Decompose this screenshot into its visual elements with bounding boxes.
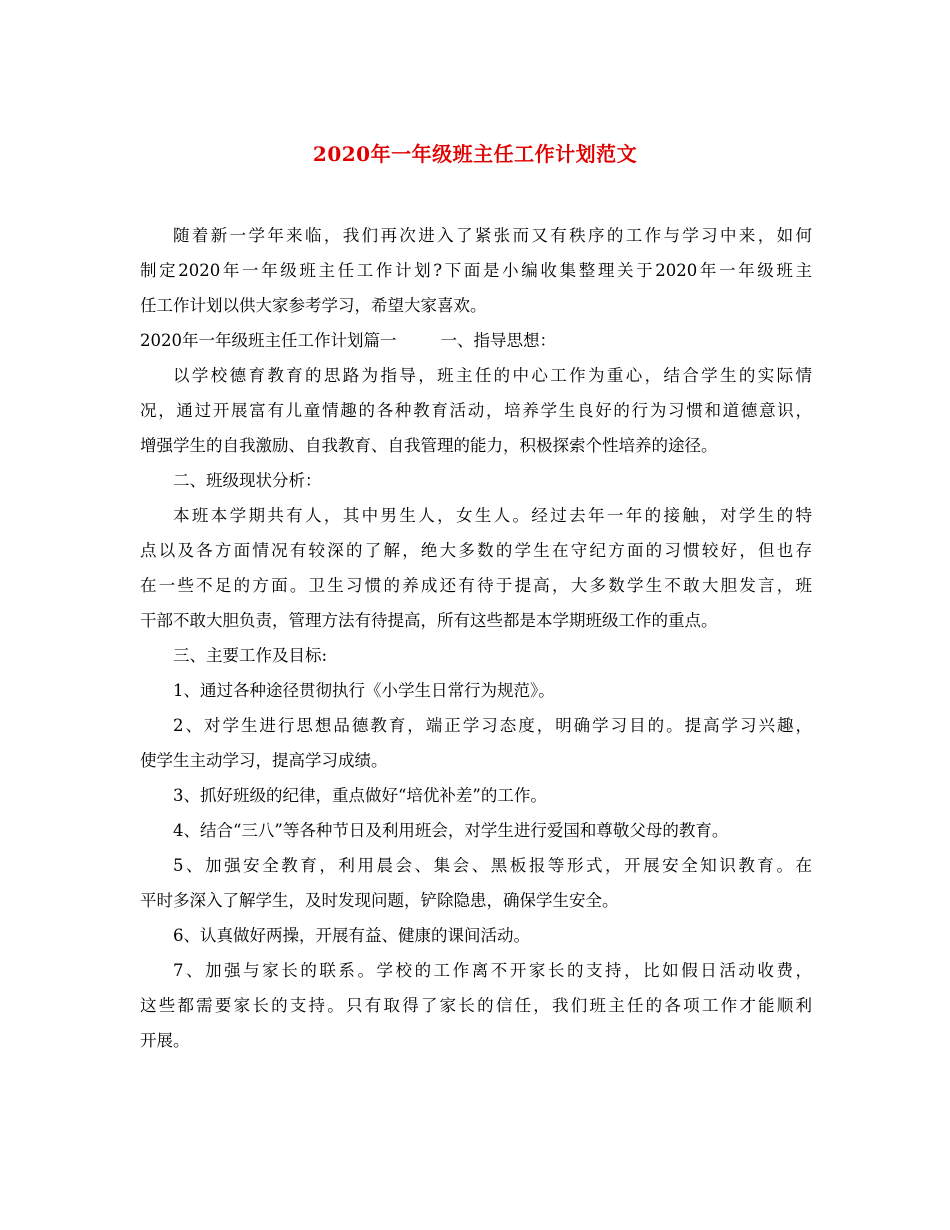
text-line: 5、加强安全教育，利用晨会、集会、黑板报等形式，开展安全知识教育。在 <box>173 856 812 875</box>
heading-row <box>140 323 812 358</box>
text-line: 任工作计划以供大家参考学习，希望大家喜欢。 <box>140 296 487 315</box>
document-body <box>140 218 812 1058</box>
text-line: 本班本学期共有人，其中男生人，女生人。经过去年一年的接触，对学生的特 <box>173 506 812 525</box>
section2-heading: 二、班级现状分析： <box>173 471 322 490</box>
text-line: 在一些不足的方面。卫生习惯的养成还有待于提高，大多数学生不敢大胆发言，班 <box>140 576 812 595</box>
text-line: 使学生主动学习，提高学习成绩。 <box>140 751 388 770</box>
section1-heading: 一、指导思想： <box>440 331 556 350</box>
section3-heading: 三、主要工作及目标: <box>173 646 328 665</box>
text-line: 3、抓好班级的纪律，重点做好“培优补差”的工作。 <box>173 786 547 805</box>
plan-heading: 2020年一年级班主任工作计划篇一 <box>140 331 397 350</box>
list-item <box>140 708 812 778</box>
text-line: 制定2020年一年级班主任工作计划?下面是小编收集整理关于2020年一年级班主 <box>140 261 812 280</box>
list-item <box>140 848 812 918</box>
text-line: 随着新一学年来临，我们再次进入了紧张而又有秩序的工作与学习中来，如何 <box>173 226 812 245</box>
section2-paragraph <box>140 498 812 638</box>
list-item <box>140 813 812 848</box>
text-line: 2、对学生进行思想品德教育，端正学习态度，明确学习目的。提高学习兴趣， <box>173 716 812 735</box>
text-line: 7、加强与家长的联系。学校的工作离不开家长的支持，比如假日活动收费， <box>173 961 812 980</box>
section1-paragraph <box>140 358 812 463</box>
plan-heading-line <box>140 323 812 358</box>
intro-paragraph <box>140 218 812 323</box>
list-item <box>140 778 812 813</box>
text-line: 点以及各方面情况有较深的了解，绝大多数的学生在守纪方面的习惯较好，但也存 <box>140 541 812 560</box>
text-line: 4、结合“三八”等各种节日及利用班会，对学生进行爱国和尊敬父母的教育。 <box>173 821 729 840</box>
list-item <box>140 673 812 708</box>
text-line: 干部不敢大胆负责，管理方法有待提高，所有这些都是本学期班级工作的重点。 <box>140 611 718 630</box>
text-line: 开展。 <box>140 1031 190 1050</box>
text-line: 增强学生的自我激励、自我教育、自我管理的能力，积极探索个性培养的途径。 <box>140 436 718 455</box>
text-line: 平时多深入了解学生，及时发现问题，铲除隐患，确保学生安全。 <box>140 891 619 910</box>
list-item <box>140 918 812 953</box>
text-line: 1、通过各种途径贯彻执行《小学生日常行为规范》。 <box>173 681 555 700</box>
section2-heading-paragraph <box>140 463 812 498</box>
text-line: 这些都需要家长的支持。只有取得了家长的信任，我们班主任的各项工作才能顺利 <box>140 996 812 1015</box>
section3-heading-paragraph <box>140 638 812 673</box>
text-line: 6、认真做好两操，开展有益、健康的课间活动。 <box>173 926 530 945</box>
text-line: 以学校德育教育的思路为指导，班主任的中心工作为重心，结合学生的实际情 <box>173 366 812 385</box>
list-item <box>140 953 812 1058</box>
text-line: 况，通过开展富有儿童情趣的各种教育活动，培养学生良好的行为习惯和道德意识， <box>140 401 812 420</box>
document-title: 2020年一年级班主任工作计划范文 <box>312 142 638 166</box>
